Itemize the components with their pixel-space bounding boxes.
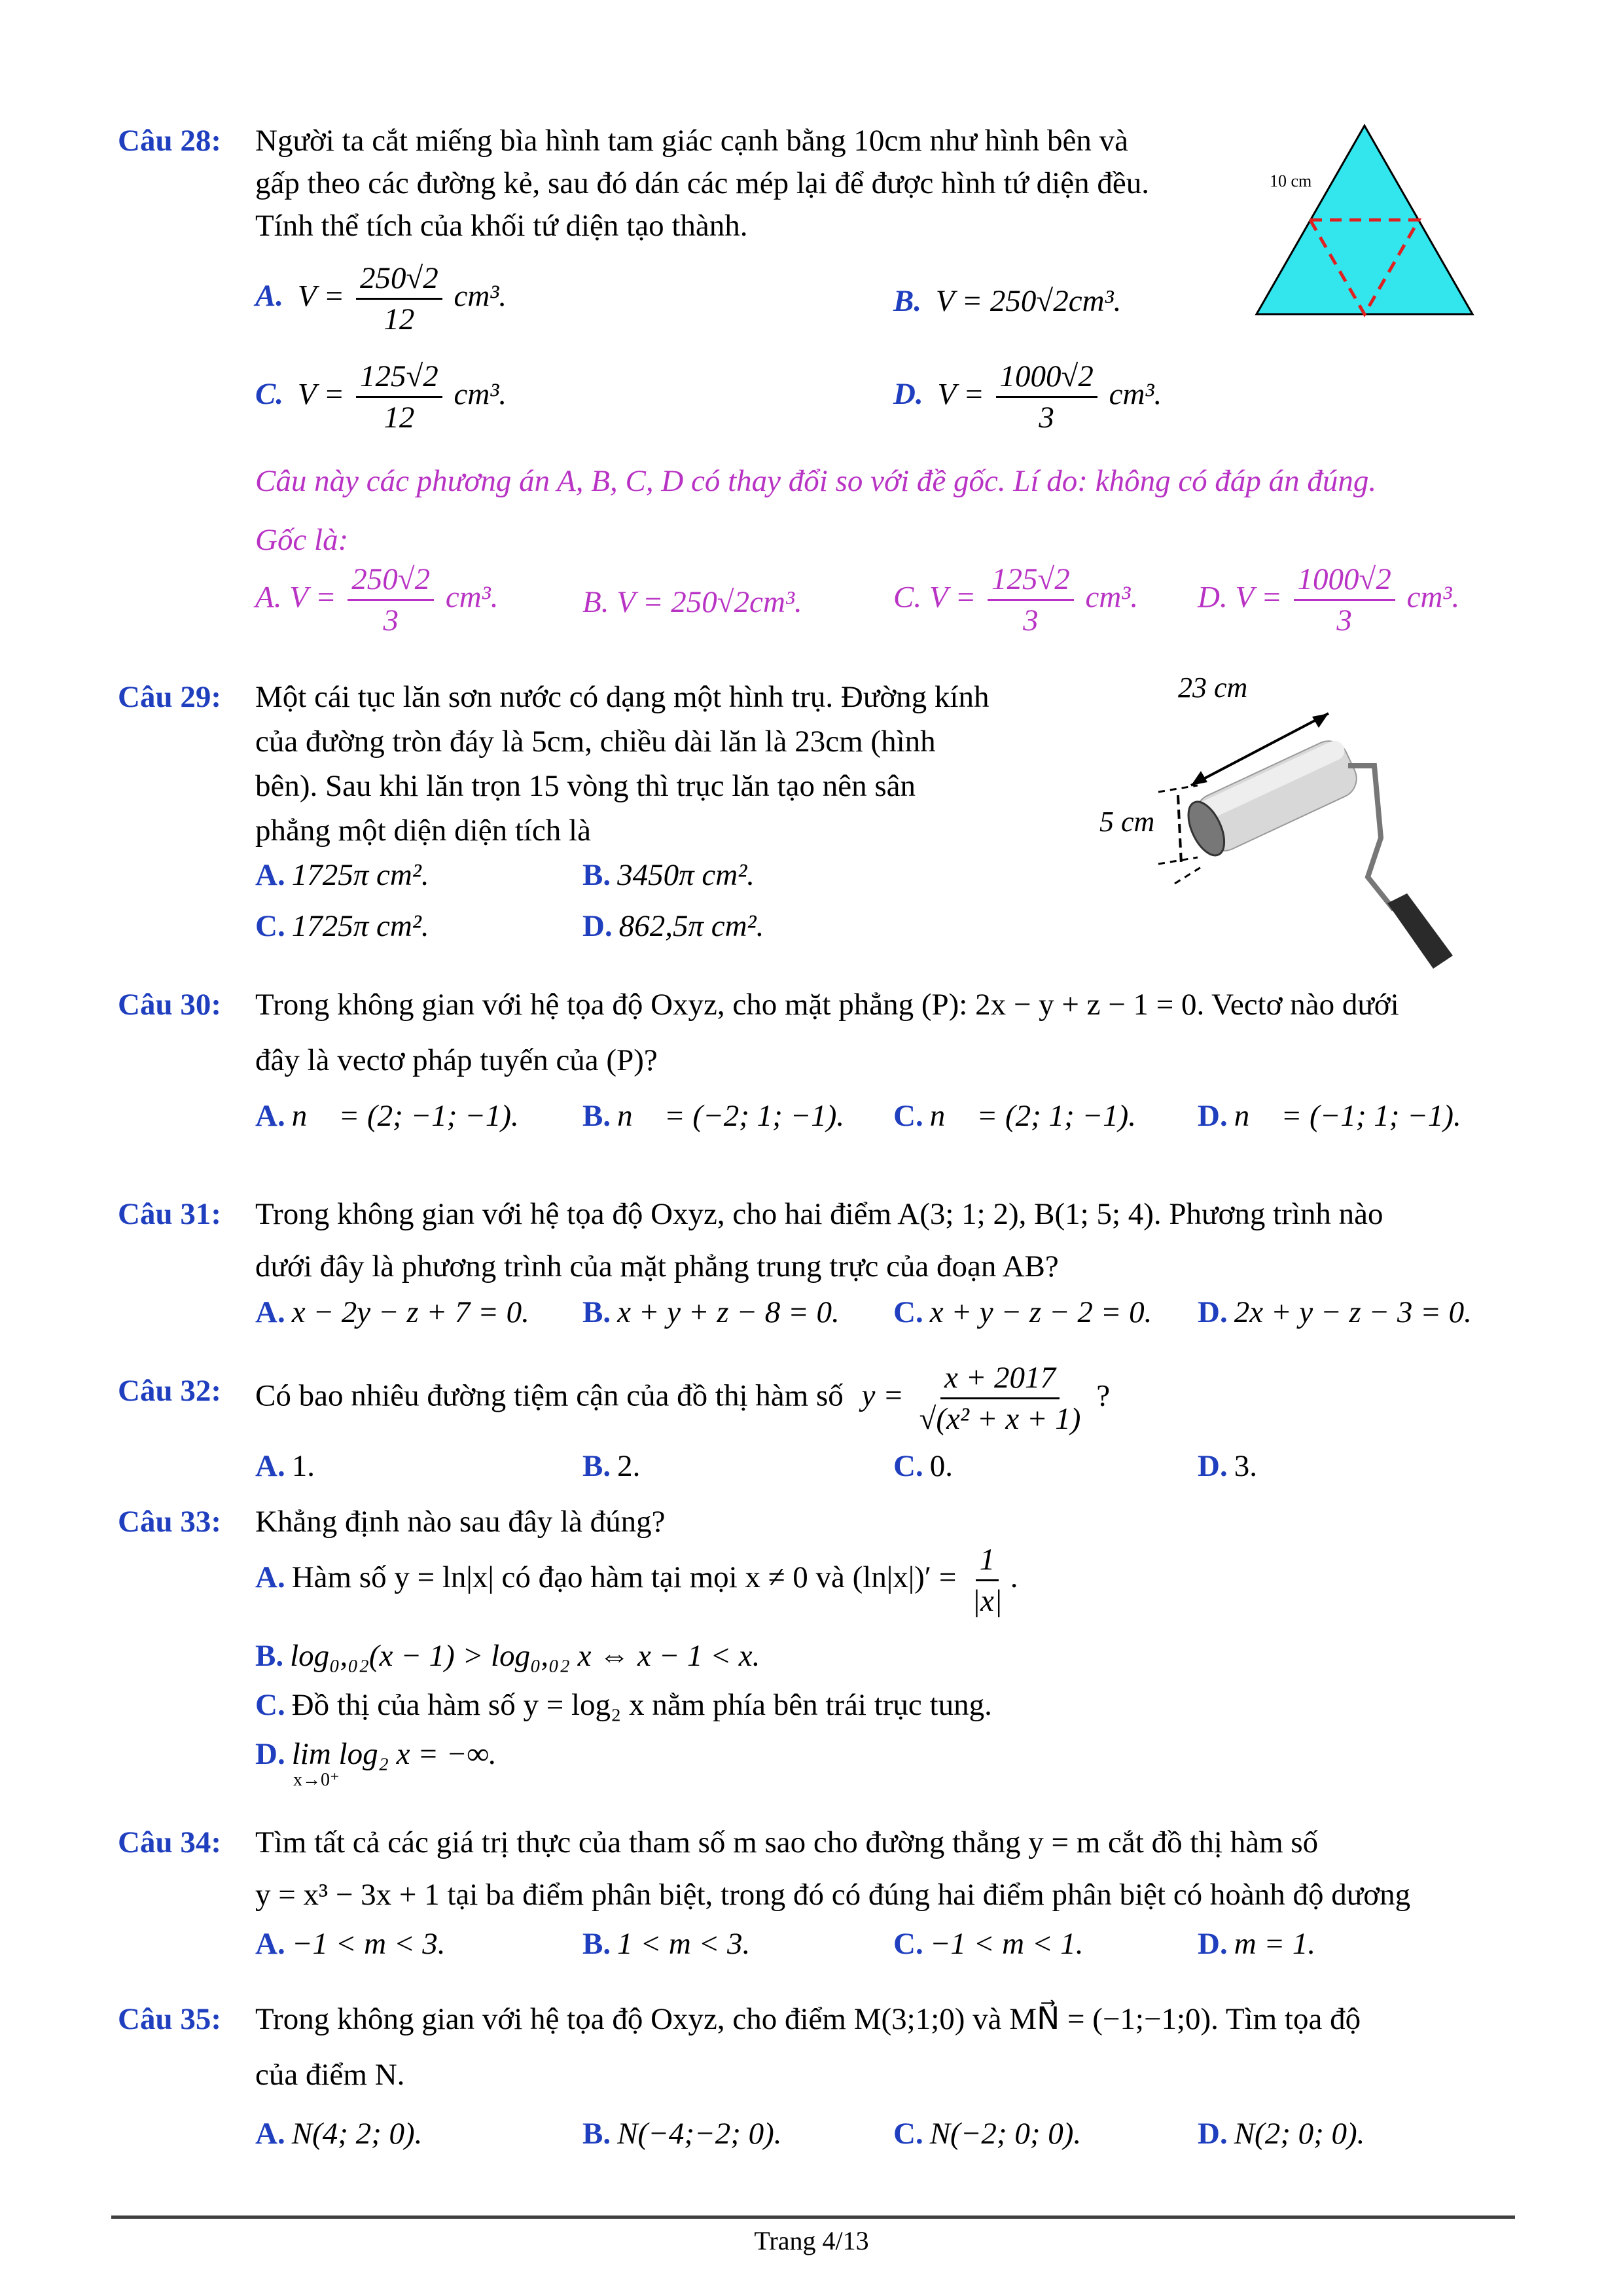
triangle-shape (1257, 126, 1472, 314)
original-option-c: C. V = $\frac{125√2}{3}$ cm³. (893, 560, 1138, 640)
option-b[interactable]: B. 3450π cm². (582, 858, 755, 892)
question-text: của điểm N. (255, 2058, 405, 2092)
footer-divider (111, 2215, 1515, 2219)
diameter-label: 5 cm (1099, 806, 1155, 838)
option-b[interactable]: B. 2. (582, 1449, 641, 1483)
question-label: Câu 35: (118, 2002, 221, 2036)
question-text: Trong không gian với hệ tọa độ Oxyz, cho hai điểm A(3; 1; 2), B(1; 5; 4). Phương trình nào (255, 1197, 1383, 1231)
question-text: Khẳng định nào sau đây là đúng? (255, 1505, 666, 1539)
option-b[interactable]: B. n⃗ = (−2; 1; −1). (582, 1099, 845, 1133)
option-c[interactable]: C. −1 < m < 1. (893, 1927, 1084, 1961)
question-text: Tìm tất cả các giá trị thực của tham số m sao cho đường thẳng y = m cắt đồ thị hàm số (255, 1825, 1319, 1859)
question-label: Câu 32: (118, 1374, 221, 1408)
option-d[interactable]: D. 3. (1198, 1449, 1257, 1483)
option-d[interactable]: D. V = $\frac{1000√2}{3}$ cm³. (893, 357, 1162, 437)
question-label: Câu 30: (118, 988, 221, 1022)
option-c[interactable]: C. N(−2; 0; 0). (893, 2117, 1082, 2151)
roller-cylinder (1181, 734, 1363, 861)
option-c[interactable]: C. 0. (893, 1449, 953, 1483)
question-text: Một cái tục lăn sơn nước có dạng một hình trụ. Đường kính (255, 680, 990, 714)
side-length-label: 10 cm (1270, 171, 1312, 190)
question-text: bên). Sau khi lăn trọn 15 vòng thì trục lăn tạo nên sân (255, 769, 916, 803)
original-option-d: D. V = $\frac{1000√2}{3}$ cm³. (1198, 560, 1459, 640)
option-c[interactable]: C. V = $\frac{125√2}{12}$ cm³. (255, 357, 507, 437)
option-b[interactable]: B. V = 250√2cm³. (893, 284, 1122, 318)
question-label: Câu 28: (118, 124, 221, 158)
option-b[interactable]: B. N(−4;−2; 0). (582, 2117, 782, 2151)
question-text: Người ta cắt miếng bìa hình tam giác cạnh bằng 10cm như hình bên và (255, 124, 1128, 158)
option-c[interactable]: C. 1725π cm². (255, 909, 429, 943)
triangle-figure (1230, 118, 1486, 327)
question-text: Tính thể tích của khối tứ diện tạo thành. (255, 209, 748, 243)
option-b[interactable]: B. log₀,₀₂(x − 1) > log₀,₀₂ x ⇔ x − 1 < x. (255, 1639, 760, 1673)
question-text: đây là vectơ pháp tuyến của (P)? (255, 1043, 658, 1077)
question-text: phẳng một diện diện tích là (255, 814, 591, 848)
question-text: dưới đây là phương trình của mặt phẳng trung trực của đoạn AB? (255, 1249, 1059, 1283)
option-c[interactable]: C. Đồ thị của hàm số y = log₂ x nằm phía bên trái trục tung. (255, 1688, 992, 1722)
option-b[interactable]: B. x + y + z − 8 = 0. (582, 1295, 840, 1329)
limit-subscript: x→0⁺ (293, 1770, 340, 1790)
question-text: Có bao nhiêu đường tiệm cận của đồ thị hàm số y = $\frac{x + 2017}{\text{√(x² + x + 1)}}$ ? (255, 1358, 1110, 1439)
question-text: gấp theo các đường kẻ, sau đó dán các mép lại để được hình tứ diện đều. (255, 166, 1149, 200)
editor-note-original: Gốc là: (255, 523, 349, 557)
diameter-arrow (1178, 795, 1181, 864)
option-d[interactable]: D. N(2; 0; 0). (1198, 2117, 1365, 2151)
question-label: Câu 34: (118, 1825, 221, 1859)
option-c[interactable]: C. x + y − z − 2 = 0. (893, 1295, 1152, 1329)
editor-note: Câu này các phương án A, B, C, D có thay đổi so với đề gốc. Lí do: không có đáp án đúng. (255, 464, 1377, 498)
option-a[interactable]: A. 1725π cm². (255, 858, 429, 892)
length-label: 23 cm (1178, 672, 1248, 704)
option-d[interactable]: D. lim log₂ x = −∞. (255, 1737, 497, 1771)
option-a[interactable]: A. −1 < m < 3. (255, 1927, 446, 1961)
option-c[interactable]: C. n⃗ = (2; 1; −1). (893, 1099, 1137, 1133)
question-text: Trong không gian với hệ tọa độ Oxyz, cho điểm M(3;1;0) và MN⃗ = (−1;−1;0). Tìm tọa độ (255, 2002, 1361, 2036)
option-a[interactable]: A. x − 2y − z + 7 = 0. (255, 1295, 529, 1329)
option-a[interactable]: A. V = $\frac{250√2}{12}$ cm³. (255, 259, 507, 339)
option-a[interactable]: A. 1. (255, 1449, 315, 1483)
question-label: Câu 29: (118, 680, 221, 714)
question-text: Trong không gian với hệ tọa độ Oxyz, cho mặt phẳng (P): 2x − y + z − 1 = 0. Vectơ nào dưới (255, 988, 1399, 1022)
roller-handle (1387, 893, 1453, 969)
option-a[interactable]: A. N(4; 2; 0). (255, 2117, 423, 2151)
option-d[interactable]: D. 862,5π cm². (582, 909, 764, 943)
option-b[interactable]: B. 1 < m < 3. (582, 1927, 751, 1961)
option-d[interactable]: D. 2x + y − z − 3 = 0. (1198, 1295, 1472, 1329)
option-d[interactable]: D. m = 1. (1198, 1927, 1316, 1961)
question-text: của đường tròn đáy là 5cm, chiều dài lăn là 23cm (hình (255, 725, 936, 759)
question-text: y = x³ − 3x + 1 tại ba điểm phân biệt, trong đó có đúng hai điểm phân biệt có hoành độ dương (255, 1878, 1411, 1912)
option-a[interactable]: A. n⃗ = (2; −1; −1). (255, 1099, 519, 1133)
question-label: Câu 33: (118, 1505, 221, 1539)
option-a[interactable]: A. Hàm số y = ln|x| có đạo hàm tại mọi x ≠ 0 và (ln|x|)′ = $\frac{1}{|x|}$ . (255, 1538, 1018, 1621)
question-label: Câu 31: (118, 1197, 221, 1231)
original-option-b: B. V = 250√2cm³. (582, 585, 802, 619)
original-option-a: A. V = $\frac{250√2}{3}$ cm³. (255, 560, 499, 640)
page-number: Trang 4/13 (754, 2226, 869, 2255)
paint-roller-figure (1086, 668, 1518, 982)
option-d[interactable]: D. n⃗ = (−1; 1; −1). (1198, 1099, 1461, 1133)
